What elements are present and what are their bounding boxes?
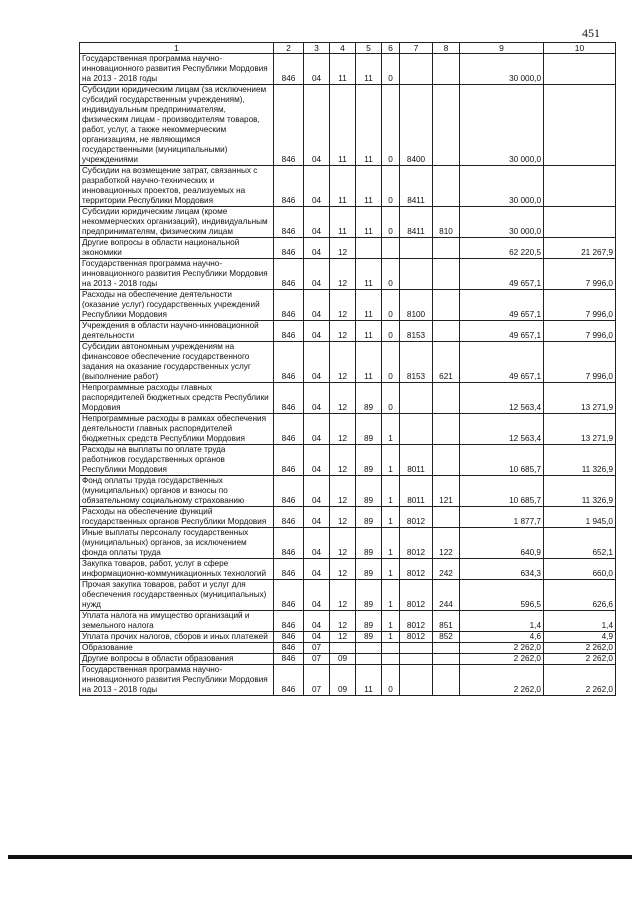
subprogram-cell: 1 bbox=[382, 445, 400, 476]
subprogram-cell: 0 bbox=[382, 383, 400, 414]
ministry-cell: 846 bbox=[274, 54, 304, 85]
program-cell: 11 bbox=[356, 85, 382, 166]
subprogram-cell: 0 bbox=[382, 342, 400, 383]
amount-2017-cell: 30 000,0 bbox=[460, 207, 544, 238]
ministry-cell: 846 bbox=[274, 321, 304, 342]
article-cell: 8012 bbox=[400, 580, 433, 611]
subsection-cell: 12 bbox=[330, 507, 356, 528]
section-cell: 04 bbox=[304, 632, 330, 643]
section-cell: 04 bbox=[304, 414, 330, 445]
article-cell: 8012 bbox=[400, 507, 433, 528]
row-name-cell: Расходы на обеспечение функций государственных органов Республики Мордовия bbox=[80, 507, 274, 528]
amount-2018-cell: 11 326,9 bbox=[544, 476, 616, 507]
ministry-cell: 846 bbox=[274, 632, 304, 643]
amount-2017-cell: 634,3 bbox=[460, 559, 544, 580]
expense-type-cell bbox=[433, 259, 460, 290]
column-header-7: 7 bbox=[400, 43, 433, 54]
section-cell: 04 bbox=[304, 507, 330, 528]
row-name-cell: Прочая закупка товаров, работ и услуг для обеспечения государственных (муниципальных) нужд bbox=[80, 580, 274, 611]
amount-2018-cell bbox=[544, 85, 616, 166]
row-name-cell: Иные выплаты персоналу государственных (муниципальных) органов, за исключением фонда оплаты труда bbox=[80, 528, 274, 559]
ministry-cell: 846 bbox=[274, 259, 304, 290]
amount-2018-cell: 626,6 bbox=[544, 580, 616, 611]
expense-type-cell bbox=[433, 445, 460, 476]
row-name-cell: Государственная программа научно-инновационного развития Республики Мордовия на 2013 - 2018 годы bbox=[80, 259, 274, 290]
subsection-cell: 09 bbox=[330, 654, 356, 665]
ministry-cell: 846 bbox=[274, 383, 304, 414]
table-row bbox=[80, 166, 616, 207]
expense-type-cell bbox=[433, 665, 460, 696]
section-cell: 04 bbox=[304, 207, 330, 238]
section-cell: 07 bbox=[304, 643, 330, 654]
amount-2018-cell: 7 996,0 bbox=[544, 342, 616, 383]
program-cell: 11 bbox=[356, 290, 382, 321]
ministry-cell: 846 bbox=[274, 238, 304, 259]
amount-2017-cell: 49 657,1 bbox=[460, 342, 544, 383]
article-cell bbox=[400, 238, 433, 259]
subsection-cell: 12 bbox=[330, 290, 356, 321]
program-cell: 89 bbox=[356, 580, 382, 611]
section-cell: 04 bbox=[304, 476, 330, 507]
article-cell: 8011 bbox=[400, 445, 433, 476]
amount-2018-cell: 660,0 bbox=[544, 559, 616, 580]
row-name-cell: Субсидии на возмещение затрат, связанных с разработкой научно-технических и инновационных проектов, реализуемых на территории Республики Мордовия bbox=[80, 166, 274, 207]
table-body bbox=[80, 54, 616, 696]
article-cell bbox=[400, 414, 433, 445]
amount-2017-cell: 49 657,1 bbox=[460, 321, 544, 342]
row-name-cell: Расходы на выплаты по оплате труда работников государственных органов Республики Мордовия bbox=[80, 445, 274, 476]
row-name-cell: Другие вопросы в области национальной экономики bbox=[80, 238, 274, 259]
subsection-cell: 11 bbox=[330, 54, 356, 85]
column-header-5: 5 bbox=[356, 43, 382, 54]
amount-2018-cell: 1,4 bbox=[544, 611, 616, 632]
table-row bbox=[80, 476, 616, 507]
row-name-cell: Расходы на обеспечение деятельности (оказание услуг) государственных учреждений Республики Мордовия bbox=[80, 290, 274, 321]
subprogram-cell: 0 bbox=[382, 321, 400, 342]
table-row bbox=[80, 383, 616, 414]
article-cell: 8012 bbox=[400, 611, 433, 632]
subsection-cell: 12 bbox=[330, 611, 356, 632]
subsection-cell: 12 bbox=[330, 238, 356, 259]
row-name-cell: Другие вопросы в области образования bbox=[80, 654, 274, 665]
expense-type-cell: 810 bbox=[433, 207, 460, 238]
column-header-9: 9 bbox=[460, 43, 544, 54]
subprogram-cell: 1 bbox=[382, 507, 400, 528]
expense-type-cell: 244 bbox=[433, 580, 460, 611]
amount-2018-cell bbox=[544, 54, 616, 85]
row-name-cell: Субсидии автономным учреждениям на финансовое обеспечение государственного задания на оказание государственных услуг (выполнение работ) bbox=[80, 342, 274, 383]
table-row bbox=[80, 580, 616, 611]
program-cell bbox=[356, 654, 382, 665]
expense-type-cell bbox=[433, 414, 460, 445]
table-header bbox=[80, 43, 616, 54]
subprogram-cell: 1 bbox=[382, 476, 400, 507]
subsection-cell: 12 bbox=[330, 445, 356, 476]
program-cell: 89 bbox=[356, 445, 382, 476]
expense-type-cell bbox=[433, 507, 460, 528]
subprogram-cell: 0 bbox=[382, 166, 400, 207]
column-header-6: 6 bbox=[382, 43, 400, 54]
amount-2018-cell: 4,9 bbox=[544, 632, 616, 643]
column-header-8: 8 bbox=[433, 43, 460, 54]
ministry-cell: 846 bbox=[274, 611, 304, 632]
article-cell: 8012 bbox=[400, 632, 433, 643]
section-cell: 04 bbox=[304, 259, 330, 290]
amount-2018-cell: 2 262,0 bbox=[544, 665, 616, 696]
table-row bbox=[80, 643, 616, 654]
amount-2017-cell: 640,9 bbox=[460, 528, 544, 559]
section-cell: 04 bbox=[304, 342, 330, 383]
amount-2017-cell: 49 657,1 bbox=[460, 259, 544, 290]
subsection-cell: 11 bbox=[330, 166, 356, 207]
subprogram-cell: 1 bbox=[382, 632, 400, 643]
article-cell bbox=[400, 643, 433, 654]
amount-2017-cell: 62 220,5 bbox=[460, 238, 544, 259]
row-name-cell: Образование bbox=[80, 643, 274, 654]
amount-2018-cell bbox=[544, 207, 616, 238]
page-number: 451 bbox=[582, 26, 600, 40]
amount-2017-cell: 30 000,0 bbox=[460, 85, 544, 166]
amount-2018-cell: 13 271,9 bbox=[544, 383, 616, 414]
section-cell: 04 bbox=[304, 383, 330, 414]
section-cell: 04 bbox=[304, 290, 330, 321]
expense-type-cell bbox=[433, 166, 460, 207]
article-cell bbox=[400, 54, 433, 85]
ministry-cell: 846 bbox=[274, 507, 304, 528]
amount-2018-cell: 2 262,0 bbox=[544, 654, 616, 665]
section-cell: 04 bbox=[304, 559, 330, 580]
row-name-cell: Субсидии юридическим лицам (кроме некоммерческих организаций), индивидуальным предпринимателям, физическим лицам bbox=[80, 207, 274, 238]
expense-type-cell bbox=[433, 85, 460, 166]
subsection-cell: 09 bbox=[330, 665, 356, 696]
table-row bbox=[80, 290, 616, 321]
program-cell: 11 bbox=[356, 207, 382, 238]
row-name-cell: Уплата прочих налогов, сборов и иных платежей bbox=[80, 632, 274, 643]
row-name-cell: Государственная программа научно-инновационного развития Республики Мордовия на 2013 - 2018 годы bbox=[80, 54, 274, 85]
expense-type-cell bbox=[433, 290, 460, 321]
ministry-cell: 846 bbox=[274, 643, 304, 654]
row-name-cell: Фонд оплаты труда государственных (муниципальных) органов и взносы по обязательному социальному страхованию bbox=[80, 476, 274, 507]
subsection-cell: 11 bbox=[330, 85, 356, 166]
table-row bbox=[80, 632, 616, 643]
program-cell: 89 bbox=[356, 414, 382, 445]
budget-table bbox=[79, 42, 616, 696]
subsection-cell: 12 bbox=[330, 580, 356, 611]
article-cell bbox=[400, 259, 433, 290]
article-cell: 8411 bbox=[400, 166, 433, 207]
ministry-cell: 846 bbox=[274, 476, 304, 507]
section-cell: 04 bbox=[304, 321, 330, 342]
subprogram-cell: 0 bbox=[382, 85, 400, 166]
expense-type-cell bbox=[433, 321, 460, 342]
ministry-cell: 846 bbox=[274, 528, 304, 559]
program-cell: 89 bbox=[356, 611, 382, 632]
article-cell: 8100 bbox=[400, 290, 433, 321]
row-name-cell: Учреждения в области научно-инновационной деятельности bbox=[80, 321, 274, 342]
amount-2018-cell: 2 262,0 bbox=[544, 643, 616, 654]
expense-type-cell bbox=[433, 383, 460, 414]
ministry-cell: 846 bbox=[274, 665, 304, 696]
subprogram-cell: 1 bbox=[382, 528, 400, 559]
expense-type-cell bbox=[433, 643, 460, 654]
ministry-cell: 846 bbox=[274, 166, 304, 207]
program-cell: 11 bbox=[356, 259, 382, 290]
table-row bbox=[80, 54, 616, 85]
section-cell: 04 bbox=[304, 238, 330, 259]
subprogram-cell: 0 bbox=[382, 54, 400, 85]
program-cell: 11 bbox=[356, 321, 382, 342]
amount-2018-cell: 652,1 bbox=[544, 528, 616, 559]
subprogram-cell: 0 bbox=[382, 259, 400, 290]
section-cell: 04 bbox=[304, 445, 330, 476]
subprogram-cell bbox=[382, 643, 400, 654]
table-row bbox=[80, 207, 616, 238]
subsection-cell: 12 bbox=[330, 321, 356, 342]
page-bottom-rule bbox=[8, 855, 632, 859]
subprogram-cell: 0 bbox=[382, 665, 400, 696]
column-header-4: 4 bbox=[330, 43, 356, 54]
subsection-cell: 12 bbox=[330, 476, 356, 507]
program-cell: 89 bbox=[356, 559, 382, 580]
column-header-1: 1 bbox=[80, 43, 274, 54]
table-row bbox=[80, 238, 616, 259]
program-cell: 89 bbox=[356, 528, 382, 559]
program-cell: 89 bbox=[356, 476, 382, 507]
subsection-cell: 12 bbox=[330, 259, 356, 290]
ministry-cell: 846 bbox=[274, 342, 304, 383]
section-cell: 04 bbox=[304, 166, 330, 207]
table-row bbox=[80, 611, 616, 632]
ministry-cell: 846 bbox=[274, 654, 304, 665]
program-cell: 11 bbox=[356, 665, 382, 696]
section-cell: 04 bbox=[304, 580, 330, 611]
amount-2017-cell: 2 262,0 bbox=[460, 643, 544, 654]
expense-type-cell bbox=[433, 54, 460, 85]
table-row bbox=[80, 654, 616, 665]
amount-2018-cell: 21 267,9 bbox=[544, 238, 616, 259]
amount-2017-cell: 10 685,7 bbox=[460, 476, 544, 507]
article-cell: 8153 bbox=[400, 342, 433, 383]
subsection-cell: 12 bbox=[330, 383, 356, 414]
table-row bbox=[80, 528, 616, 559]
row-name-cell: Непрограммные расходы главных распорядителей бюджетных средств Республики Мордовия bbox=[80, 383, 274, 414]
column-header-3: 3 bbox=[304, 43, 330, 54]
subsection-cell bbox=[330, 643, 356, 654]
article-cell: 8012 bbox=[400, 528, 433, 559]
table-row bbox=[80, 559, 616, 580]
amount-2018-cell: 1 945,0 bbox=[544, 507, 616, 528]
row-name-cell: Непрограммные расходы в рамках обеспечения деятельности главных распорядителей бюджетных средств Республики Мордовия bbox=[80, 414, 274, 445]
row-name-cell: Закупка товаров, работ, услуг в сфере информационно-коммуникационных технологий bbox=[80, 559, 274, 580]
amount-2017-cell: 1 877,7 bbox=[460, 507, 544, 528]
amount-2017-cell: 10 685,7 bbox=[460, 445, 544, 476]
amount-2017-cell: 4,6 bbox=[460, 632, 544, 643]
section-cell: 04 bbox=[304, 85, 330, 166]
program-cell: 89 bbox=[356, 383, 382, 414]
column-header-2: 2 bbox=[274, 43, 304, 54]
subprogram-cell: 1 bbox=[382, 414, 400, 445]
expense-type-cell bbox=[433, 238, 460, 259]
article-cell bbox=[400, 654, 433, 665]
amount-2018-cell bbox=[544, 166, 616, 207]
subprogram-cell bbox=[382, 238, 400, 259]
expense-type-cell: 851 bbox=[433, 611, 460, 632]
row-name-cell: Государственная программа научно-инновационного развития Республики Мордовия на 2013 - 2018 годы bbox=[80, 665, 274, 696]
subprogram-cell bbox=[382, 654, 400, 665]
subprogram-cell: 1 bbox=[382, 559, 400, 580]
table-row bbox=[80, 445, 616, 476]
article-cell: 8400 bbox=[400, 85, 433, 166]
subprogram-cell: 1 bbox=[382, 611, 400, 632]
table-row bbox=[80, 507, 616, 528]
amount-2017-cell: 30 000,0 bbox=[460, 54, 544, 85]
amount-2018-cell: 11 326,9 bbox=[544, 445, 616, 476]
table-row bbox=[80, 85, 616, 166]
article-cell bbox=[400, 383, 433, 414]
section-cell: 04 bbox=[304, 54, 330, 85]
expense-type-cell: 121 bbox=[433, 476, 460, 507]
program-cell: 11 bbox=[356, 166, 382, 207]
expense-type-cell: 122 bbox=[433, 528, 460, 559]
article-cell bbox=[400, 665, 433, 696]
amount-2018-cell: 7 996,0 bbox=[544, 290, 616, 321]
expense-type-cell: 242 bbox=[433, 559, 460, 580]
amount-2017-cell: 30 000,0 bbox=[460, 166, 544, 207]
program-cell: 89 bbox=[356, 507, 382, 528]
program-cell bbox=[356, 643, 382, 654]
section-cell: 07 bbox=[304, 654, 330, 665]
program-cell: 89 bbox=[356, 632, 382, 643]
subsection-cell: 12 bbox=[330, 528, 356, 559]
amount-2017-cell: 1,4 bbox=[460, 611, 544, 632]
expense-type-cell: 621 bbox=[433, 342, 460, 383]
amount-2017-cell: 2 262,0 bbox=[460, 665, 544, 696]
amount-2017-cell: 12 563,4 bbox=[460, 414, 544, 445]
amount-2017-cell: 49 657,1 bbox=[460, 290, 544, 321]
ministry-cell: 846 bbox=[274, 580, 304, 611]
subsection-cell: 12 bbox=[330, 414, 356, 445]
amount-2018-cell: 7 996,0 bbox=[544, 259, 616, 290]
subprogram-cell: 1 bbox=[382, 580, 400, 611]
subsection-cell: 12 bbox=[330, 342, 356, 383]
table-row bbox=[80, 414, 616, 445]
row-name-cell: Уплата налога на имущество организаций и земельного налога bbox=[80, 611, 274, 632]
article-cell: 8011 bbox=[400, 476, 433, 507]
ministry-cell: 846 bbox=[274, 85, 304, 166]
subsection-cell: 11 bbox=[330, 207, 356, 238]
expense-type-cell bbox=[433, 654, 460, 665]
ministry-cell: 846 bbox=[274, 559, 304, 580]
table-row bbox=[80, 259, 616, 290]
subsection-cell: 12 bbox=[330, 632, 356, 643]
program-cell: 11 bbox=[356, 54, 382, 85]
ministry-cell: 846 bbox=[274, 207, 304, 238]
section-cell: 04 bbox=[304, 611, 330, 632]
amount-2017-cell: 596,5 bbox=[460, 580, 544, 611]
program-cell: 11 bbox=[356, 342, 382, 383]
table-row bbox=[80, 321, 616, 342]
program-cell bbox=[356, 238, 382, 259]
article-cell: 8012 bbox=[400, 559, 433, 580]
section-cell: 07 bbox=[304, 665, 330, 696]
amount-2018-cell: 7 996,0 bbox=[544, 321, 616, 342]
column-header-10: 10 bbox=[544, 43, 616, 54]
ministry-cell: 846 bbox=[274, 414, 304, 445]
article-cell: 8411 bbox=[400, 207, 433, 238]
expense-type-cell: 852 bbox=[433, 632, 460, 643]
ministry-cell: 846 bbox=[274, 445, 304, 476]
row-name-cell: Субсидии юридическим лицам (за исключением субсидий государственным учреждениям), индивидуальным предпринимателям, физическим лицам - производителям товаров, работ, услуг, а также некоммерческим организациям, не являющимся государственными (муниципальными) учреждениями bbox=[80, 85, 274, 166]
subprogram-cell: 0 bbox=[382, 207, 400, 238]
amount-2017-cell: 12 563,4 bbox=[460, 383, 544, 414]
table-row bbox=[80, 665, 616, 696]
article-cell: 8153 bbox=[400, 321, 433, 342]
table-row bbox=[80, 342, 616, 383]
ministry-cell: 846 bbox=[274, 290, 304, 321]
subsection-cell: 12 bbox=[330, 559, 356, 580]
subprogram-cell: 0 bbox=[382, 290, 400, 321]
amount-2017-cell: 2 262,0 bbox=[460, 654, 544, 665]
amount-2018-cell: 13 271,9 bbox=[544, 414, 616, 445]
section-cell: 04 bbox=[304, 528, 330, 559]
